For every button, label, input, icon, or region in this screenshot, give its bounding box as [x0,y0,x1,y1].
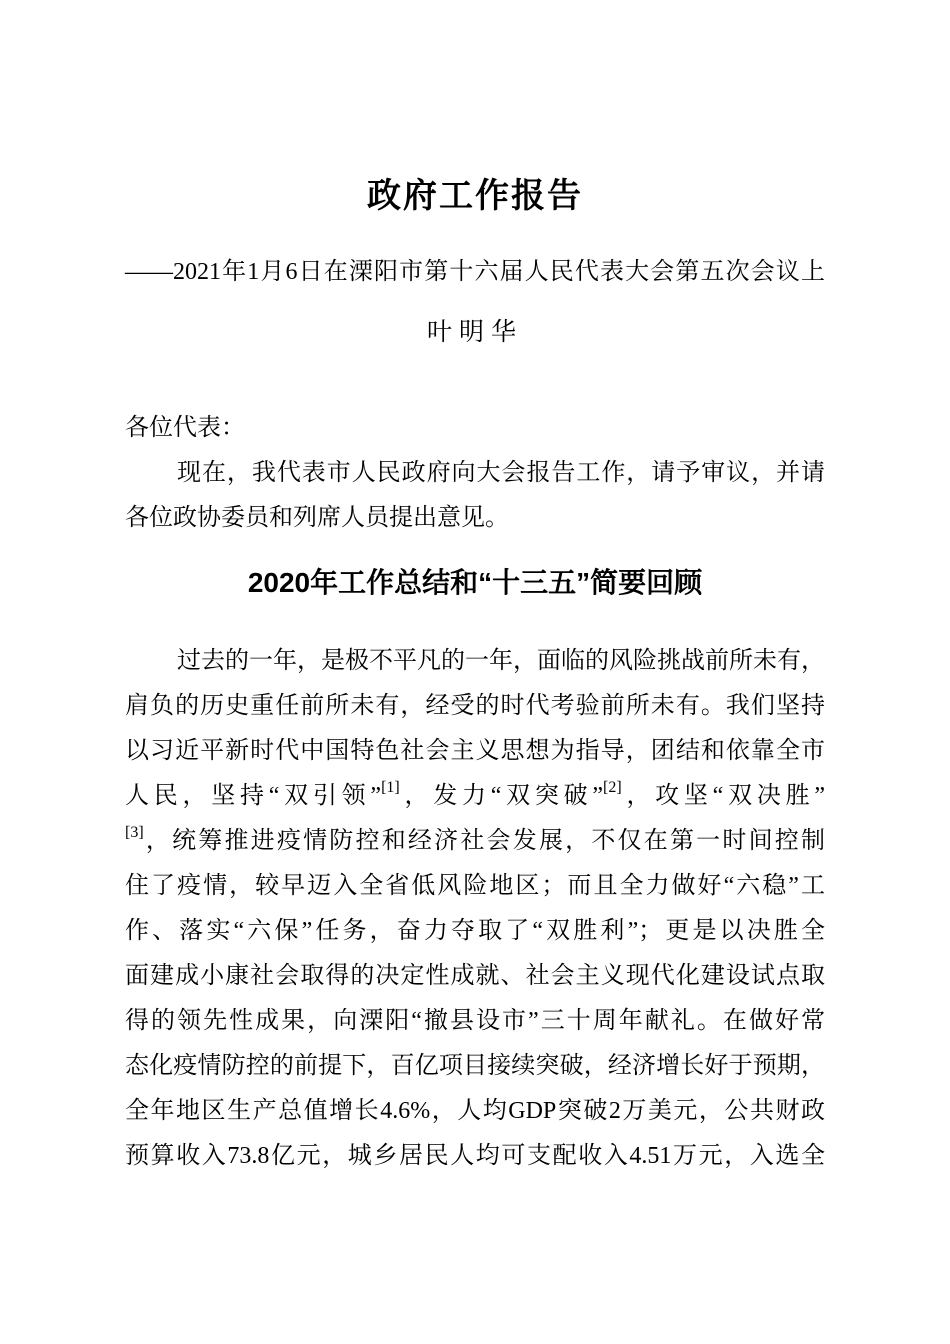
text-line [125,774,825,819]
page-content [125,0,825,1179]
text-line [125,954,825,999]
text-line [125,1044,825,1089]
text-run: 作、落实“六保”任务，奋力夺取了“双胜利”；更是以决胜全 [125,918,825,944]
text-run: ，统筹推进疫情防控和经济社会发展，不仅在第一时间控制 [143,828,825,854]
text-run: 住了疫情，较早迈入全省低风险地区；而且全力做好“六稳”工 [125,873,825,899]
salutation: 各位代表： [125,415,245,441]
text-line [125,864,825,909]
text-run: 全年地区生产总值增长4.6%，人均GDP突破2万美元，公共财政 [125,1098,825,1124]
text-line [125,729,825,774]
text-line [125,1089,825,1134]
text-line [125,496,825,541]
document-author: 叶明华 [426,319,523,346]
text-run: ，攻坚“双决胜” [621,783,825,809]
intro-paragraph [125,451,825,541]
text-run: 过去的一年，是极不平凡的一年，面临的风险挑战前所未有， [177,648,825,674]
footnote-ref: [2] [603,779,622,796]
text-run: 以习近平新时代中国特色社会主义思想为指导，团结和依靠全市 [125,738,825,764]
text-run: 预算收入73.8亿元，城乡居民人均可支配收入4.51万元，入选全 [125,1143,825,1169]
text-line [125,1134,825,1179]
text-line [125,684,825,729]
intro-section [125,406,825,541]
text-run: 现在，我代表市人民政府向大会报告工作，请予审议，并请 [177,460,825,486]
text-run: ，发力“双突破” [399,783,604,809]
footnote-ref: [1] [381,779,400,796]
body-paragraph [125,639,825,1179]
text-line [125,639,825,684]
text-line [125,451,825,496]
text-run: 人民，坚持“双引领” [125,783,382,809]
text-run: 肩负的历史重任前所未有，经受的时代考验前所未有。我们坚持 [125,693,825,719]
document-subtitle: ——2021年1月6日在溧阳市第十六届人民代表大会第五次会议上 [125,259,825,285]
text-run: 面建成小康社会取得的决定性成就、社会主义现代化建设试点取 [125,963,825,989]
section-heading: 2020年工作总结和“十三五”简要回顾 [247,567,703,598]
text-line [125,819,825,864]
text-line [125,999,825,1044]
text-line [125,909,825,954]
document-title: 政府工作报告 [367,178,583,215]
text-run: 得的领先性成果，向溧阳“撤县设市”三十周年献礼。在做好常 [125,1008,825,1034]
footnote-ref: [3] [125,824,144,841]
text-run: 态化疫情防控的前提下，百亿项目接续突破，经济增长好于预期， [125,1053,825,1079]
text-run: 各位政协委员和列席人员提出意见。 [125,505,509,531]
